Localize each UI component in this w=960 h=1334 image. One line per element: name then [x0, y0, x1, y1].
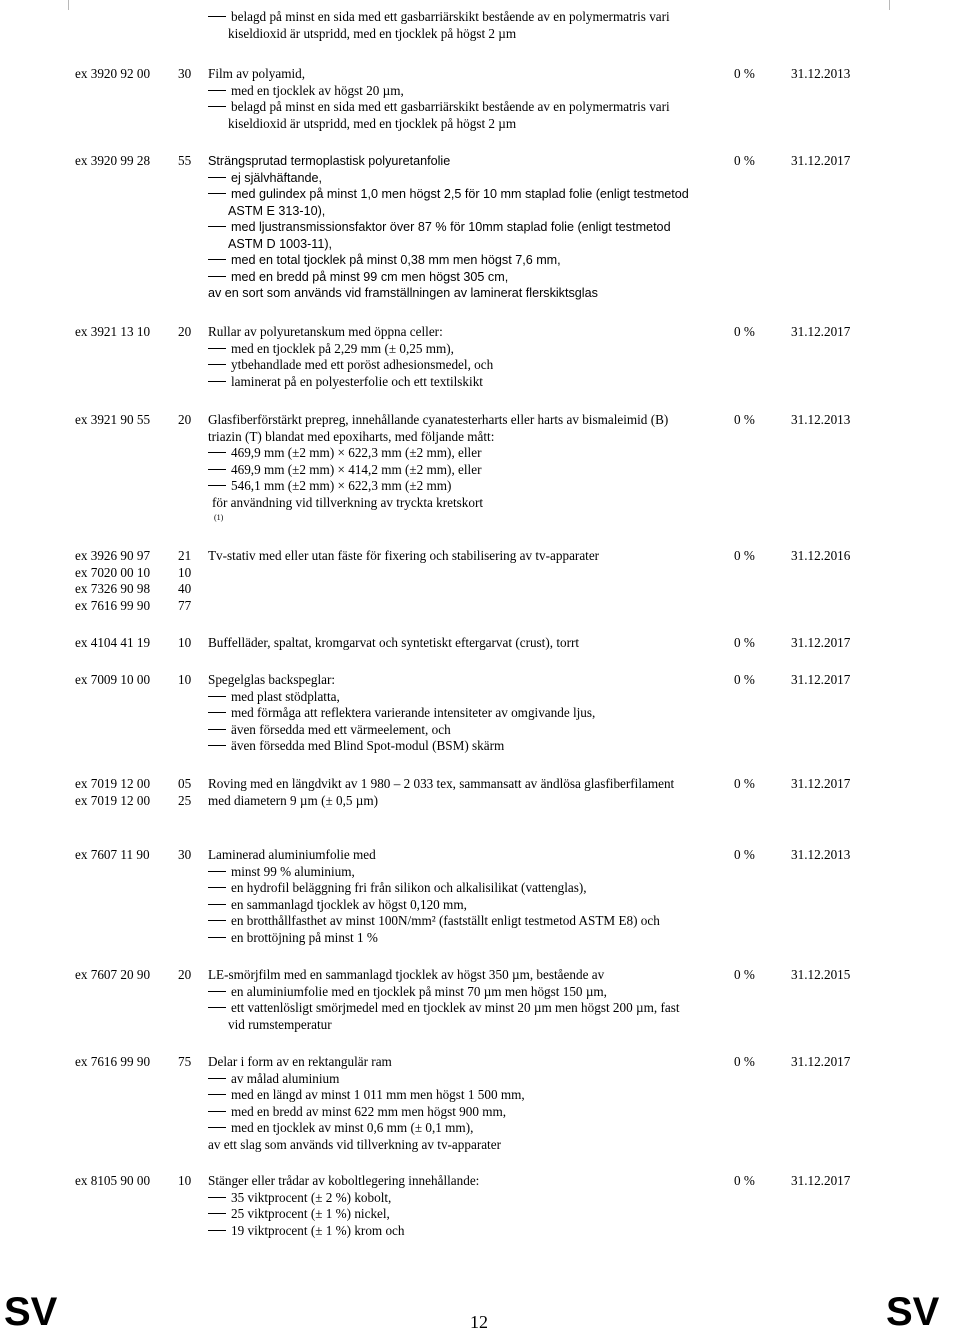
- desc-line: ej självhäftande,: [231, 170, 323, 185]
- expiry-date: 31.12.2013: [791, 847, 851, 862]
- desc-line: Rullar av polyuretanskum med öppna celler:: [208, 324, 443, 339]
- expiry-date: 31.12.2017: [791, 672, 851, 687]
- desc-line: 35 viktprocent (± 2 %) kobolt,: [231, 1189, 392, 1205]
- cn-code: ex 4104 41 19: [75, 635, 151, 650]
- desc-line: minst 99 % aluminium,: [231, 863, 355, 879]
- taric-subdivision: 40: [178, 581, 192, 596]
- desc-line: en aluminiumfolie med en tjocklek på minst 70 µm men högst 150 µm,: [231, 983, 607, 999]
- desc-line: Buffelläder, spaltat, kromgarvat och syntetiskt eftergarvat (crust), torrt: [208, 635, 580, 650]
- taric-subdivision: 05: [178, 776, 192, 791]
- desc-line: med en bredd av minst 622 mm men högst 900 mm,: [231, 1103, 507, 1119]
- dash-marker: [208, 745, 226, 746]
- expiry-date: 31.12.2017: [791, 153, 851, 168]
- duty-rate: 0 %: [734, 324, 755, 339]
- desc-line: Glasfiberförstärkt prepreg, innehållande cyanatesterharts eller harts av bismaleimid (B): [208, 412, 669, 427]
- taric-subdivision: 10: [178, 672, 192, 687]
- expiry-date: 31.12.2017: [791, 776, 851, 791]
- desc-line: med gulindex på minst 1,0 men högst 2,5 för 10 mm staplad folie (enligt testmetod: [231, 187, 689, 201]
- dash-marker: [208, 485, 226, 486]
- dash-marker: [208, 1197, 226, 1198]
- taric-subdivision: 20: [178, 412, 192, 427]
- dash-marker: [208, 871, 226, 872]
- cn-code: ex 3921 13 10: [75, 324, 151, 339]
- desc-line: 25 viktprocent (± 1 %) nickel,: [231, 1206, 390, 1221]
- cn-code: ex 7616 99 90: [75, 597, 151, 613]
- desc-line: 469,9 mm (±2 mm) × 414,2 mm (±2 mm), eller: [231, 461, 482, 477]
- dash-marker: [208, 177, 226, 178]
- dash-marker: [208, 381, 226, 382]
- desc-line: Delar i form av en rektangulär ram: [208, 1054, 392, 1069]
- taric-subdivision: 10: [178, 564, 192, 580]
- cn-code: ex 3921 90 55: [75, 412, 151, 427]
- desc-line: för användning vid tillverkning av tryckta kretskort: [212, 494, 484, 510]
- dash-marker: [208, 712, 226, 713]
- taric-subdivision: 20: [178, 967, 192, 982]
- taric-subdivision: 10: [178, 1173, 192, 1188]
- dash-marker: [208, 1213, 226, 1214]
- desc-line: laminerat på en polyesterfolie och ett textilskikt: [231, 373, 483, 389]
- desc-line: med ljustransmissionsfaktor över 87 % för 10mm staplad folie (enligt testmetod: [231, 220, 671, 234]
- desc-line: belagd på minst en sida med ett gasbarriärskikt bestående av en polymermatris vari: [231, 99, 670, 114]
- dash-marker: [208, 1230, 226, 1231]
- desc-line: med diametern 9 µm (± 0,5 µm): [208, 792, 379, 808]
- footnote-ref: (1): [214, 513, 224, 522]
- dash-marker: [208, 696, 226, 697]
- language-code-left: SV: [4, 1290, 58, 1334]
- taric-subdivision: 21: [178, 548, 192, 563]
- dash-marker: [208, 276, 226, 277]
- dash-marker: [208, 364, 226, 365]
- duty-rate: 0 %: [734, 635, 755, 650]
- taric-subdivision: 25: [178, 792, 192, 808]
- desc-line: ASTM E 313-10),: [228, 203, 326, 218]
- duty-rate: 0 %: [734, 66, 755, 81]
- desc-line: 469,9 mm (±2 mm) × 622,3 mm (±2 mm), eller: [231, 445, 482, 460]
- dash-marker: [208, 348, 226, 349]
- desc-line: kiseldioxid är utspridd, med en tjocklek på högst 2 µm: [228, 25, 517, 41]
- dash-marker: [208, 1094, 226, 1095]
- duty-rate: 0 %: [734, 847, 755, 862]
- page-number: 12: [470, 1312, 488, 1332]
- desc-line: en brotthållfasthet av minst 100N/mm² (fastställt enligt testmetod ASTM E8) och: [231, 913, 660, 928]
- desc-line: med en bredd på minst 99 cm men högst 305 cm,: [231, 269, 509, 284]
- expiry-date: 31.12.2016: [791, 548, 851, 563]
- desc-line: av en sort som används vid framställningen av laminerat flerskiktsglas: [208, 286, 598, 300]
- dash-marker: [208, 991, 226, 992]
- duty-rate: 0 %: [734, 1054, 755, 1069]
- dash-marker: [208, 259, 226, 260]
- dash-marker: [208, 106, 226, 107]
- dash-marker: [208, 193, 226, 194]
- desc-line: även försedda med Blind Spot-modul (BSM) skärm: [231, 738, 505, 753]
- expiry-date: 31.12.2013: [791, 66, 851, 81]
- taric-subdivision: 10: [178, 635, 192, 650]
- dash-marker: [208, 729, 226, 730]
- desc-line: en sammanlagd tjocklek av högst 0,120 mm,: [231, 896, 467, 912]
- expiry-date: 31.12.2013: [791, 412, 851, 427]
- taric-subdivision: 30: [178, 847, 192, 862]
- dash-marker: [208, 887, 226, 888]
- desc-line: med en tjocklek av minst 0,6 mm (± 0,1 mm),: [231, 1120, 474, 1135]
- dash-marker: [208, 937, 226, 938]
- duty-rate: 0 %: [734, 153, 755, 168]
- desc-line: av målad aluminium: [231, 1070, 340, 1086]
- desc-line: med en tjocklek på 2,29 mm (± 0,25 mm),: [231, 340, 454, 356]
- cn-code: ex 7009 10 00: [75, 672, 151, 687]
- desc-line: vid rumstemperatur: [228, 1016, 332, 1032]
- desc-line: med en tjocklek av högst 20 µm,: [231, 82, 404, 98]
- cn-code: ex 3920 92 00: [75, 66, 151, 81]
- cn-code: ex 7607 11 90: [75, 847, 150, 862]
- dash-marker: [208, 1078, 226, 1079]
- expiry-date: 31.12.2017: [791, 635, 851, 650]
- cn-code: ex 8105 90 00: [75, 1173, 151, 1188]
- cn-code: ex 3926 90 97: [75, 548, 151, 563]
- taric-subdivision: 30: [178, 66, 192, 81]
- dash-marker: [208, 90, 226, 91]
- duty-rate: 0 %: [734, 412, 755, 427]
- desc-line: av ett slag som används vid tillverkning av tv-apparater: [208, 1136, 501, 1152]
- desc-line: Strängsprutad termoplastisk polyuretanfolie: [208, 154, 451, 168]
- dash-marker: [208, 1127, 226, 1128]
- desc-line: kiseldioxid är utspridd, med en tjocklek på högst 2 µm: [228, 115, 517, 131]
- cn-code: ex 7607 20 90: [75, 967, 151, 982]
- cn-code: ex 7019 12 00: [75, 792, 151, 808]
- desc-line: Laminerad aluminiumfolie med: [208, 847, 376, 862]
- desc-line: triazin (T) blandat med epoxiharts, med följande mått:: [208, 428, 495, 444]
- cn-code: ex 7019 12 00: [75, 776, 151, 791]
- taric-subdivision: 75: [178, 1054, 192, 1069]
- taric-subdivision: 20: [178, 324, 192, 339]
- desc-line: ett vattenlösligt smörjmedel med en tjocklek av minst 20 µm men högst 200 µm, fast: [231, 1000, 680, 1015]
- desc-line: även försedda med ett värmeelement, och: [231, 721, 451, 737]
- desc-line: med plast stödplatta,: [231, 688, 340, 704]
- dash-marker: [208, 226, 226, 227]
- duty-rate: 0 %: [734, 967, 755, 982]
- desc-line: 546,1 mm (±2 mm) × 622,3 mm (±2 mm): [231, 478, 452, 493]
- dash-marker: [208, 469, 226, 470]
- language-code-right: SV: [886, 1290, 940, 1334]
- duty-rate: 0 %: [734, 672, 755, 687]
- desc-line: Roving med en längdvikt av 1 980 – 2 033 tex, sammansatt av ändlösa glasfiberfilament: [208, 776, 675, 791]
- taric-subdivision: 77: [178, 597, 192, 613]
- desc-line: med förmåga att reflektera varierande intensiteter av omgivande ljus,: [231, 705, 596, 720]
- dash-marker: [208, 920, 226, 921]
- desc-line: ytbehandlade med ett poröst adhesionsmedel, och: [231, 357, 494, 372]
- dash-marker: [208, 1007, 226, 1008]
- desc-line: med en längd av minst 1 011 mm men högst 1 500 mm,: [231, 1087, 525, 1102]
- desc-line: Tv-stativ med eller utan fäste för fixering och stabilisering av tv-apparater: [208, 548, 600, 563]
- duty-rate: 0 %: [734, 776, 755, 791]
- desc-line: Spegelglas backspeglar:: [208, 672, 336, 687]
- duty-rate: 0 %: [734, 548, 755, 563]
- dash-marker: [208, 1111, 226, 1112]
- desc-line: belagd på minst en sida med ett gasbarriärskikt bestående av en polymermatris vari: [231, 9, 670, 24]
- expiry-date: 31.12.2017: [791, 1054, 851, 1069]
- dash-marker: [208, 904, 226, 905]
- expiry-date: 31.12.2017: [791, 324, 851, 339]
- desc-line: med en total tjocklek på minst 0,38 mm men högst 7,6 mm,: [231, 253, 561, 267]
- expiry-date: 31.12.2017: [791, 1173, 851, 1188]
- expiry-date: 31.12.2015: [791, 967, 851, 982]
- dash-marker: [208, 16, 226, 17]
- taric-subdivision: 55: [178, 153, 192, 168]
- cn-code: ex 3920 99 28: [75, 153, 151, 168]
- desc-line: Stänger eller trådar av koboltlegering innehållande:: [208, 1173, 480, 1188]
- cn-code: ex 7326 90 98: [75, 581, 151, 596]
- cn-code: ex 7616 99 90: [75, 1054, 151, 1069]
- cn-code: ex 7020 00 10: [75, 564, 151, 580]
- desc-line: Film av polyamid,: [208, 66, 306, 81]
- dash-marker: [208, 452, 226, 453]
- duty-rate: 0 %: [734, 1173, 755, 1188]
- desc-line: ASTM D 1003-11),: [228, 236, 333, 251]
- desc-line: en brottöjning på minst 1 %: [231, 929, 378, 945]
- desc-line: en hydrofil beläggning fri från silikon och alkalisilikat (vattenglas),: [231, 880, 587, 895]
- desc-line: 19 viktprocent (± 1 %) krom och: [231, 1222, 405, 1238]
- desc-line: LE-smörjfilm med en sammanlagd tjocklek av högst 350 µm, bestående av: [208, 967, 605, 982]
